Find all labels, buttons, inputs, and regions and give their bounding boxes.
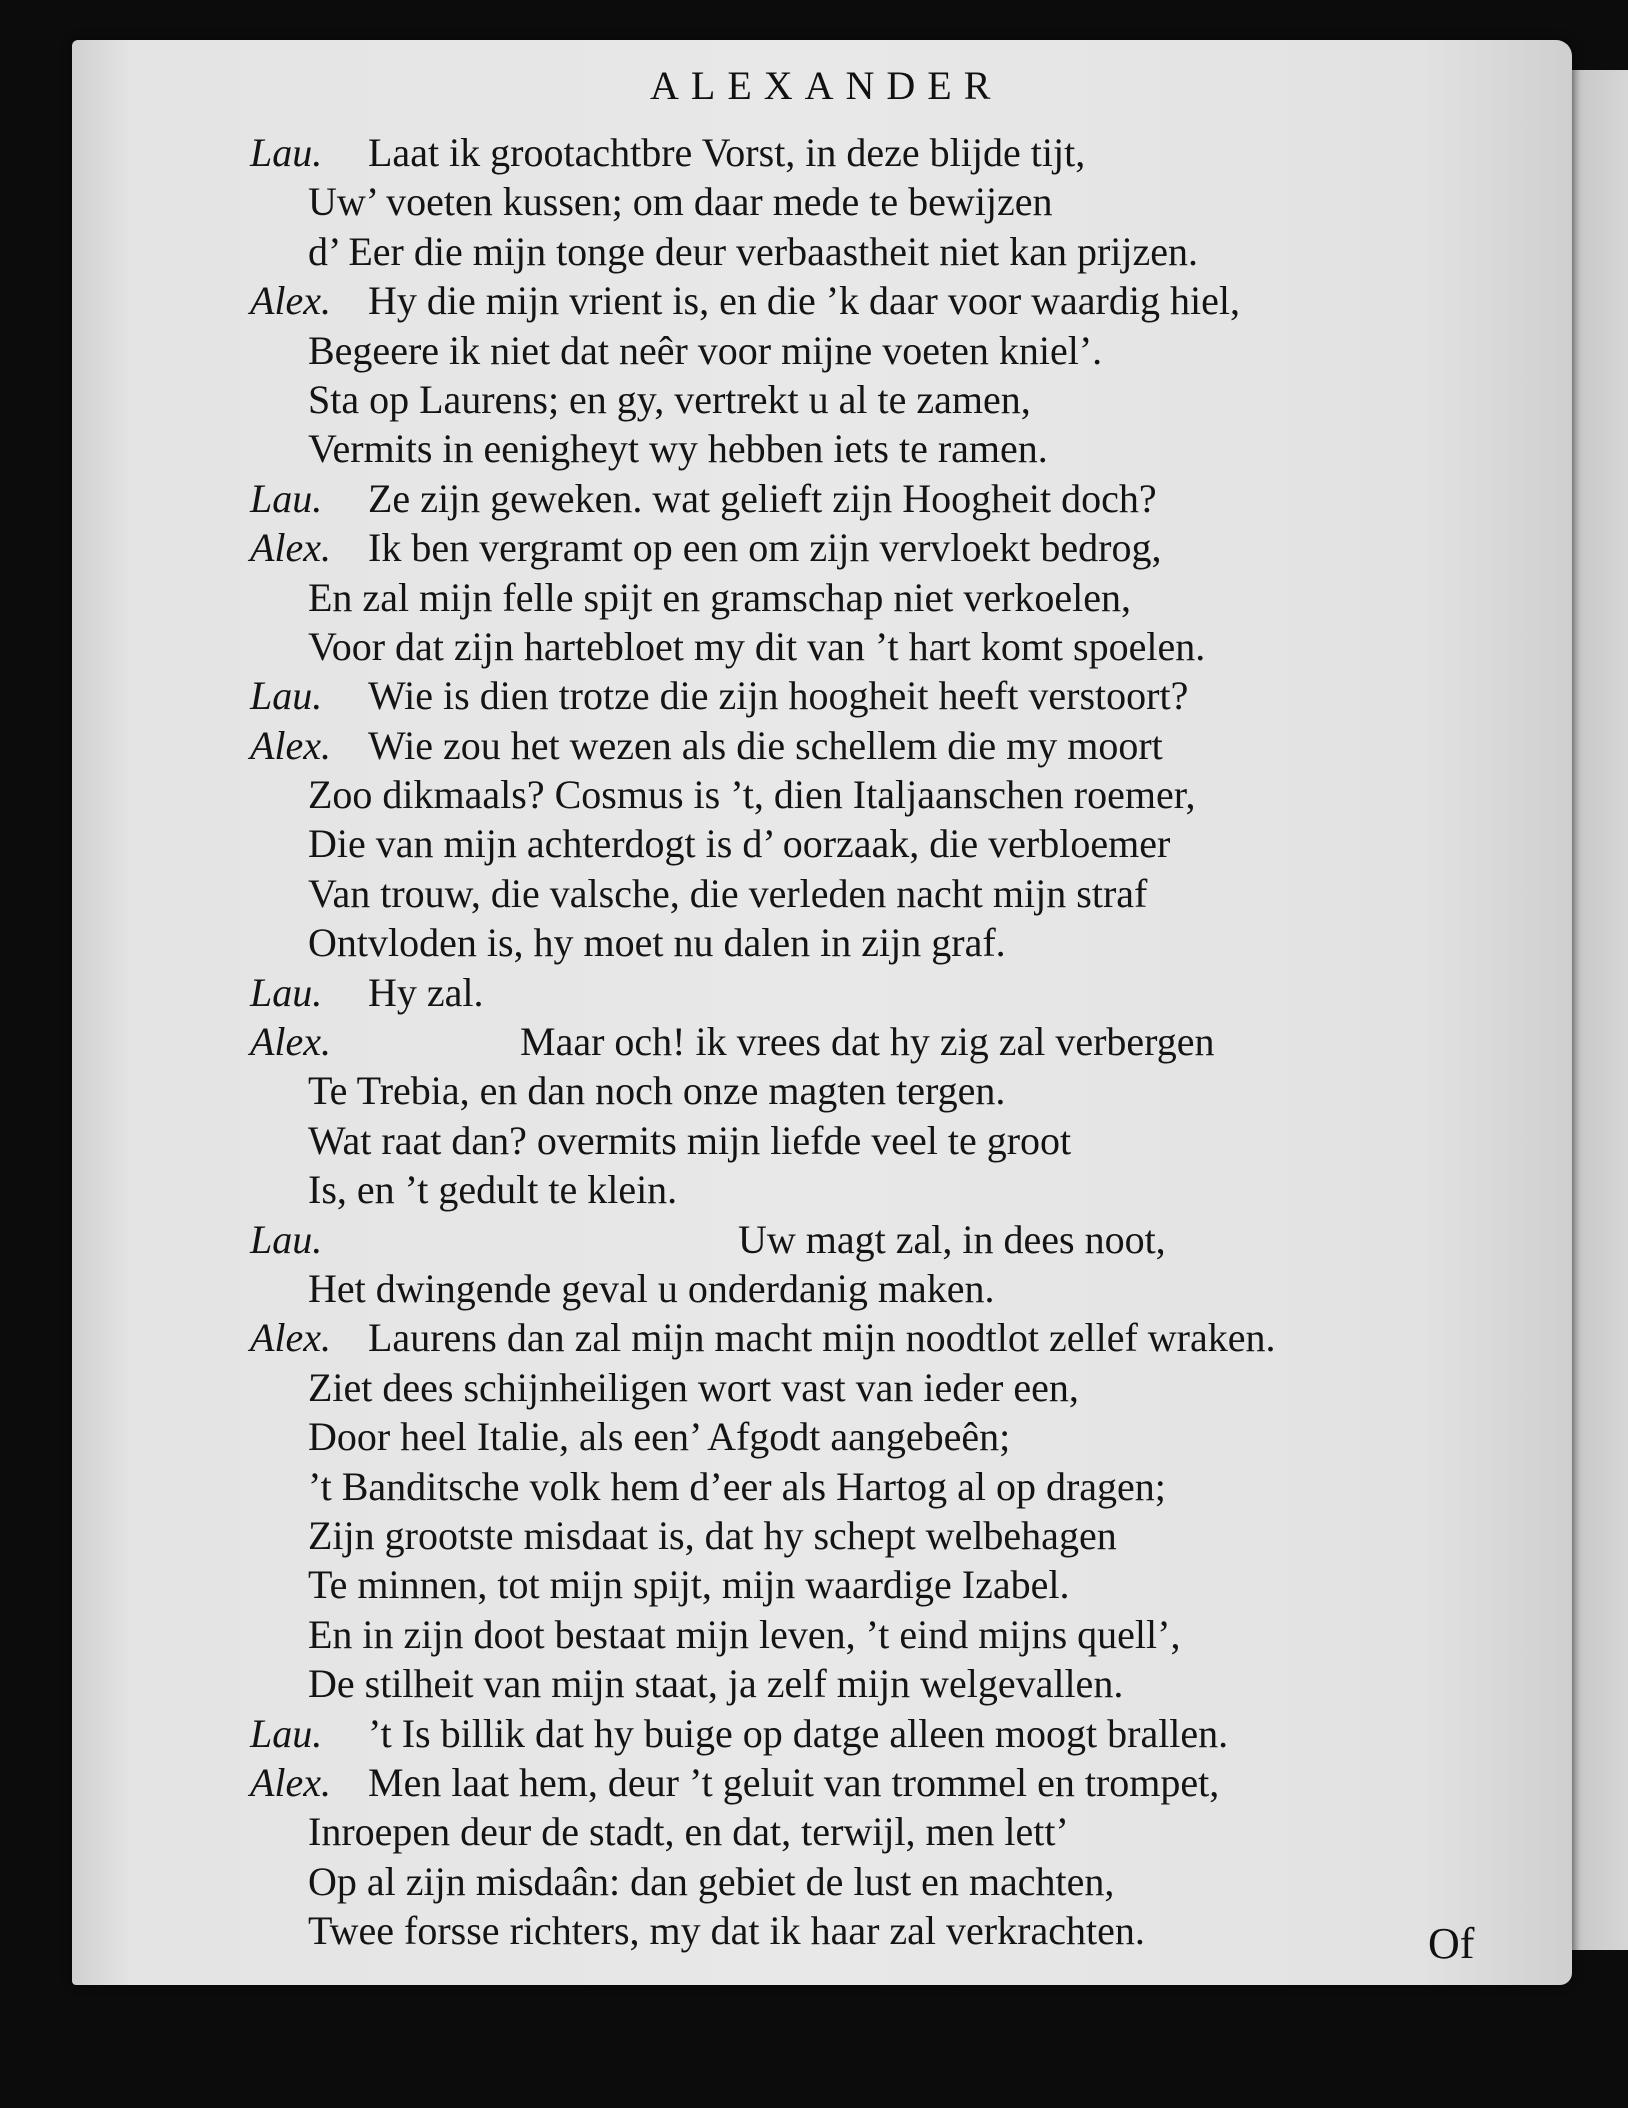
verse-text: Wie is dien trotze die zijn hoogheit heeft verstoort? — [368, 673, 1189, 719]
verse-text: En in zijn doot bestaat mijn leven, ’t eind mijns quell’, — [308, 1611, 1181, 1657]
verse-line — [0, 1857, 1560, 1906]
verse-text: Vermits in eenigheyt wy hebben iets te ramen. — [308, 426, 1048, 472]
running-head: ALEXANDER — [650, 63, 1003, 108]
verse-line — [0, 1807, 1560, 1856]
verse-text: Inroepen deur de stadt, en dat, terwijl, men lett’ — [308, 1809, 1069, 1855]
verse-text: Op al zijn misdaân: dan gebiet de lust en machten, — [308, 1858, 1115, 1904]
verse-line — [0, 918, 1560, 967]
verse-line — [0, 1017, 1560, 1066]
play-text — [0, 128, 1560, 1955]
verse-line — [0, 1412, 1560, 1461]
verse-text: Begeere ik niet dat neêr voor mijne voeten kniel’. — [308, 327, 1103, 373]
verse-text: Wie zou het wezen als die schellem die my moort — [368, 722, 1163, 768]
verse-text: Door heel Italie, als een’ Afgodt aangebeên; — [308, 1414, 1011, 1460]
verse-text: En zal mijn felle spijt en gramschap niet verkoelen, — [308, 574, 1132, 620]
verse-line — [0, 276, 1560, 325]
verse-text: ’t Is billik dat hy buige op datge alleen moogt brallen. — [368, 1710, 1229, 1756]
verse-line — [0, 1363, 1560, 1412]
verse-text: Uw’ voeten kussen; om daar mede te bewijzen — [308, 179, 1053, 225]
verse-text: Zijn grootste misdaat is, dat hy schept welbehagen — [308, 1512, 1117, 1558]
verse-text: Men laat hem, deur ’t geluit van trommel en trompet, — [368, 1759, 1220, 1805]
verse-line — [0, 1462, 1560, 1511]
verse-line — [0, 1906, 1560, 1955]
verse-line — [0, 819, 1560, 868]
verse-text: ’t Banditsche volk hem d’eer als Hartog al op dragen; — [308, 1463, 1166, 1509]
verse-line — [0, 1215, 1560, 1264]
verse-text: Uw magt zal, in dees noot, — [738, 1216, 1166, 1262]
verse-text: Twee forsse richters, my dat ik haar zal verkrachten. — [308, 1908, 1145, 1954]
verse-line — [0, 177, 1560, 226]
speaker-label: Lau. — [250, 1216, 323, 1262]
speaker-label: Lau. — [250, 130, 323, 175]
verse-text: Te minnen, tot mijn spijt, mijn waardige Izabel. — [308, 1562, 1070, 1608]
verse-text: Hy die mijn vrient is, en die ’k daar voor waardig hiel, — [368, 278, 1240, 324]
verse-line — [0, 227, 1560, 276]
verse-line — [0, 721, 1560, 770]
verse-text: d’ Eer die mijn tonge deur verbaastheit niet kan prijzen. — [308, 228, 1199, 274]
verse-line — [0, 1610, 1560, 1659]
verse-text: Is, en ’t gedult te klein. — [308, 1167, 678, 1213]
verse-text: Die van mijn achterdogt is d’ oorzaak, die verbloemer — [308, 821, 1171, 867]
verse-text: Van trouw, die valsche, die verleden nacht mijn straf — [308, 870, 1148, 916]
verse-line — [0, 523, 1560, 572]
speaker-label: Lau. — [250, 969, 323, 1015]
verse-line — [0, 1709, 1560, 1758]
verse-line — [0, 1758, 1560, 1807]
verse-text: Laat ik grootachtbre Vorst, in deze blijde tijt, — [368, 130, 1086, 175]
verse-text: Maar och! ik vrees dat hy zig zal verbergen — [520, 1019, 1215, 1065]
verse-text: Zoo dikmaals? Cosmus is ’t, dien Italjaanschen roemer, — [308, 772, 1196, 818]
speaker-label: Alex. — [250, 278, 332, 324]
speaker-label: Alex. — [250, 1019, 332, 1065]
verse-line — [0, 128, 1560, 177]
verse-line — [0, 869, 1560, 918]
verse-text: Sta op Laurens; en gy, vertrekt u al te zamen, — [308, 376, 1031, 422]
verse-text: Laurens dan zal mijn macht mijn noodtlot zellef wraken. — [368, 1315, 1276, 1361]
verse-line — [0, 968, 1560, 1017]
verse-line — [0, 1264, 1560, 1313]
verse-text: Ze zijn geweken. wat gelieft zijn Hoogheit doch? — [368, 475, 1157, 521]
speaker-label: Alex. — [250, 525, 332, 571]
verse-text: Ziet dees schijnheiligen wort vast van ieder een, — [308, 1364, 1079, 1410]
verse-line — [0, 770, 1560, 819]
verse-line — [0, 1313, 1560, 1362]
speaker-label: Alex. — [250, 1315, 332, 1361]
catchword: Of — [1428, 1919, 1475, 1968]
verse-text: Voor dat zijn hartebloet my dit van ’t hart komt spoelen. — [308, 623, 1206, 669]
verse-line — [0, 1511, 1560, 1560]
verse-line — [0, 1560, 1560, 1609]
verse-line — [0, 622, 1560, 671]
verse-text: Ik ben vergramt op een om zijn vervloekt bedrog, — [368, 525, 1162, 571]
speaker-label: Lau. — [250, 475, 323, 521]
speaker-label: Alex. — [250, 1759, 332, 1805]
verse-line — [0, 1659, 1560, 1708]
verse-line — [0, 326, 1560, 375]
verse-line — [0, 375, 1560, 424]
verse-text: Ontvloden is, hy moet nu dalen in zijn graf. — [308, 920, 1006, 966]
verse-line — [0, 671, 1560, 720]
verse-text: Te Trebia, en dan noch onze magten tergen. — [308, 1068, 1006, 1114]
speaker-label: Lau. — [250, 673, 323, 719]
verse-line — [0, 474, 1560, 523]
verse-line — [0, 573, 1560, 622]
verse-text: Wat raat dan? overmits mijn liefde veel te groot — [308, 1117, 1072, 1163]
speaker-label: Lau. — [250, 1710, 323, 1756]
verse-text: Het dwingende geval u onderdanig maken. — [308, 1265, 995, 1311]
verse-line — [0, 1066, 1560, 1115]
verse-text: Hy zal. — [368, 969, 484, 1015]
verse-line — [0, 1116, 1560, 1165]
verse-line — [0, 1165, 1560, 1214]
speaker-label: Alex. — [250, 722, 332, 768]
verse-line — [0, 424, 1560, 473]
verse-text: De stilheit van mijn staat, ja zelf mijn welgevallen. — [308, 1661, 1124, 1707]
